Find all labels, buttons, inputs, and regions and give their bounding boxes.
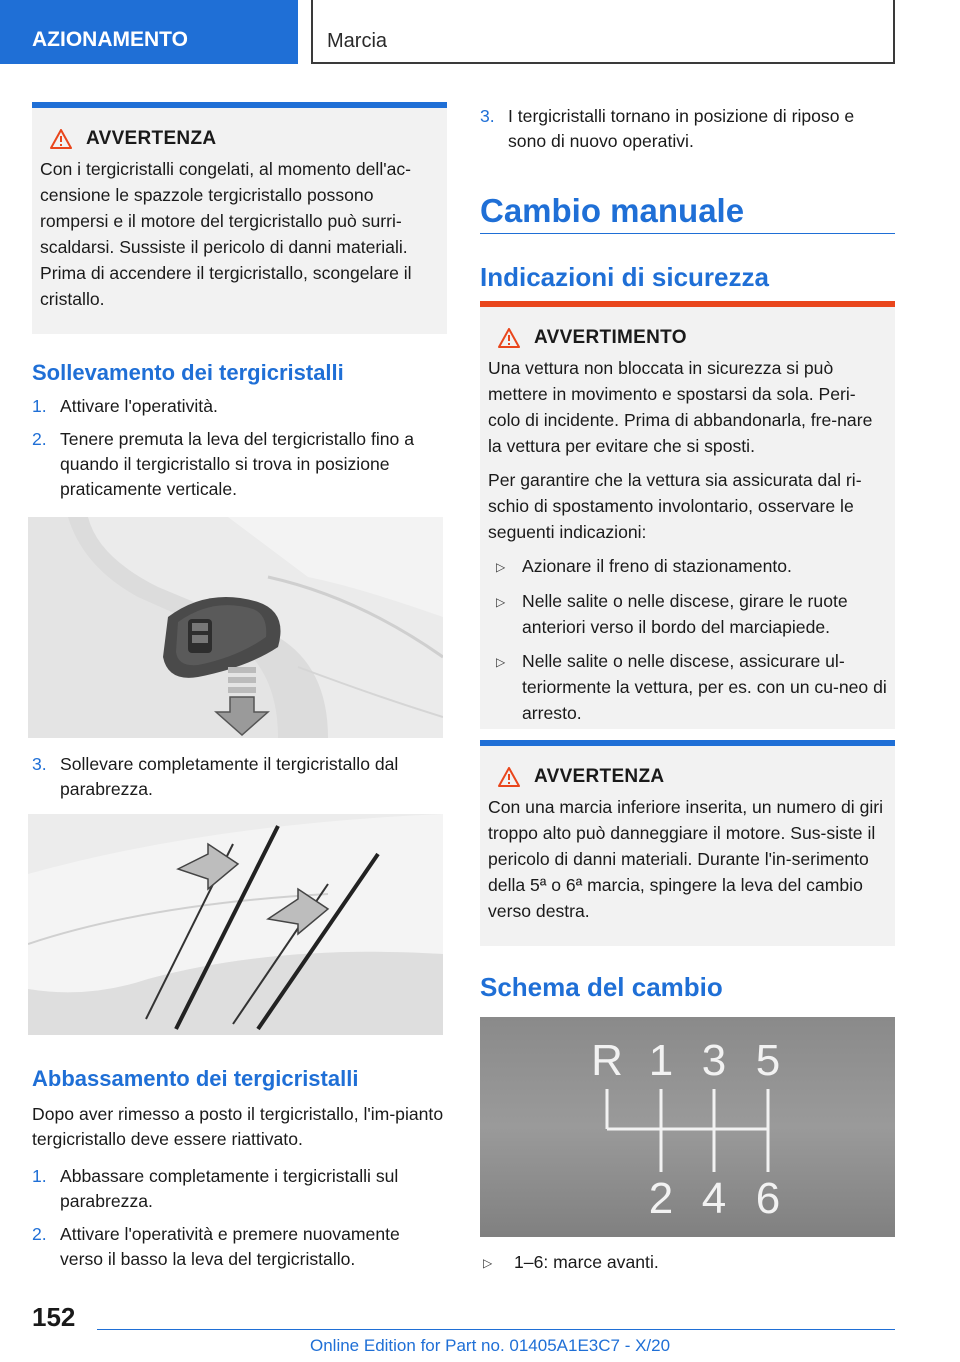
footer-rule: [97, 1329, 895, 1330]
warning-text: Una vettura non bloccata in sicurezza si può mettere in movimento e spostarsi da sola. Peri-colo di incidente. Prima di abbandonarla, fre-nare la vettura per evitare che si sposti.: [488, 358, 873, 456]
bullet-triangle-icon: ▷: [496, 655, 506, 669]
list-item: 1. Abbassare completamente i tergicristalli sul parabrezza.: [32, 1166, 399, 1211]
warning-title: AVVERTIMENTO: [488, 327, 887, 349]
lift-steps-list: [32, 394, 447, 510]
bullet-triangle-icon: ▷: [496, 595, 506, 609]
list-item: ▷ Azionare il freno di stazionamento.: [488, 553, 887, 580]
list-item: 1. Attivare l'operatività.: [32, 396, 218, 416]
chapter-title: Marcia: [311, 0, 895, 64]
gear-label-3: 3: [701, 1036, 727, 1085]
safety-bullets: [488, 553, 887, 726]
heading-safety: Indicazioni di sicurezza: [480, 262, 769, 292]
warning-triangle-icon: [50, 129, 72, 149]
list-item: 3. I tergicristalli tornano in posizione di riposo e sono di nuovo operativi.: [480, 106, 855, 151]
list-item: ▷ Nelle salite o nelle discese, girare le ruote anteriori verso il bordo del marciapiede.: [488, 588, 887, 640]
bullet-triangle-icon: ▷: [496, 560, 506, 574]
windshield-wipers-illustration: [28, 814, 443, 1035]
warning-text: Con i tergicristalli congelati, al momento dell'ac-censione le spazzole tergicristallo possono rompersi e il motore del tergicristallo può surri-scaldarsi. Sussiste il pericolo di danni materiali. Prima di accendere il tergicristallo, scongelare il cristallo.: [40, 159, 412, 309]
lift-step-3: [32, 752, 447, 810]
gear-note: ▷ 1–6: marce avanti.: [480, 1250, 659, 1276]
heading-lower-wipers: Abbassamento dei tergicristalli: [32, 1066, 359, 1091]
warning-box-vehicle-rolling: [480, 301, 895, 729]
gear-label-2: 2: [648, 1174, 674, 1223]
gear-label-1: 1: [648, 1036, 674, 1085]
gear-label-r: R: [591, 1036, 623, 1085]
warning-text: Con una marcia inferiore inserita, un numero di giri troppo alto può danneggiare il motore. Sus-siste il pericolo di danni materiali. Durante l'in-serimento della 5ª o 6ª marcia, spingere la leva del cambio verso destra.: [488, 797, 884, 921]
warning-triangle-icon: [498, 767, 520, 787]
warning-box-engine-damage: [480, 740, 895, 946]
gear-shift-pattern: [480, 1017, 895, 1237]
warning-title: AVVERTENZA: [488, 766, 887, 788]
lower-steps-list: [32, 1164, 447, 1280]
list-item: 3. Sollevare completamente il tergicristallo dal parabrezza.: [32, 754, 399, 799]
warning-title: AVVERTENZA: [40, 128, 439, 150]
heading-lift-wipers: Sollevamento dei tergicristalli: [32, 360, 344, 385]
section-tab: AZIONAMENTO: [0, 0, 298, 64]
bullet-triangle-icon: ▷: [483, 1256, 493, 1270]
page-number: 152: [32, 1302, 76, 1332]
gear-label-4: 4: [701, 1174, 727, 1223]
gear-label-5: 5: [755, 1036, 781, 1085]
list-item: 2. Tenere premuta la leva del tergicristallo fino a quando il tergicristallo si trova in posizione praticamente verticale.: [32, 429, 415, 499]
section-title-manual-gearbox: Cambio manuale: [480, 192, 745, 229]
title-underline: [480, 233, 895, 234]
list-item: ▷ Nelle salite o nelle discese, assicurare ul-teriormente la vettura, per es. con un cu-neo di arresto.: [488, 648, 887, 726]
wiper-lever-illustration: [28, 517, 443, 738]
gear-label-6: 6: [755, 1174, 781, 1223]
heading-gear-scheme: Schema del cambio: [480, 972, 723, 1002]
lower-intro: Dopo aver rimesso a posto il tergicristallo, l'im-pianto tergicristallo deve essere riattivato.: [32, 1104, 444, 1149]
warning-box-frozen-wipers: [32, 102, 447, 334]
lower-step-3: [480, 104, 895, 162]
list-item: 2. Attivare l'operatività e premere nuovamente verso il basso la leva del tergicristallo.: [32, 1224, 400, 1269]
footer-edition: Online Edition for Part no. 01405A1E3C7 - X/20: [310, 1336, 671, 1355]
warning-triangle-icon: [498, 328, 520, 348]
warning-text-2: Per garantire che la vettura sia assicurata dal ri-schio di spostamento involontario, osservare le seguenti indicazioni:: [488, 470, 862, 542]
